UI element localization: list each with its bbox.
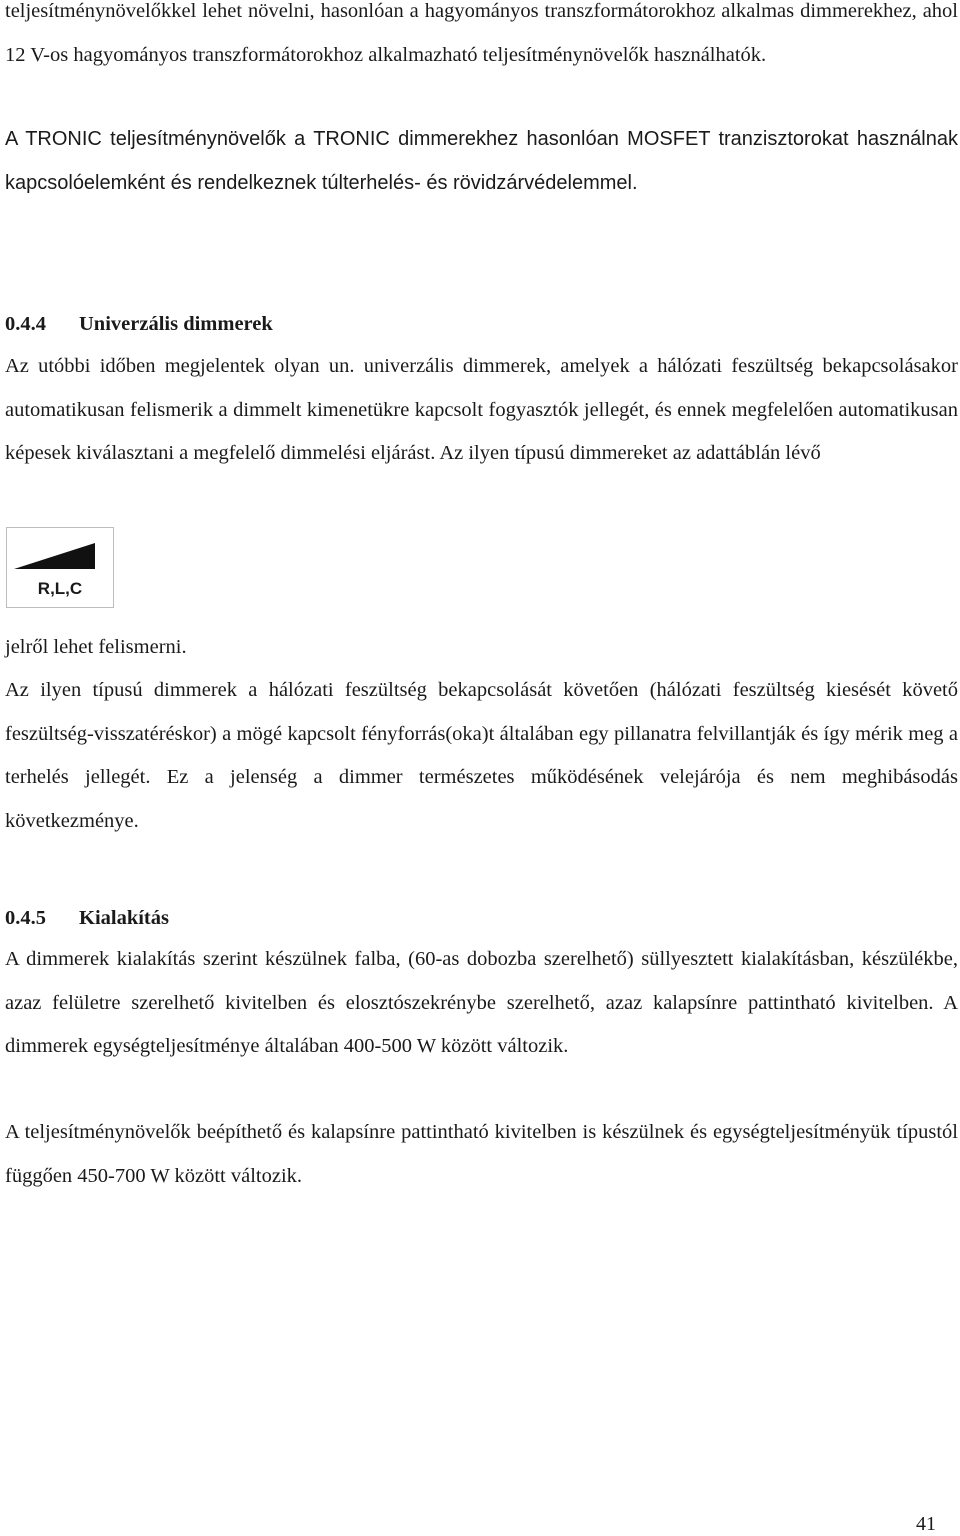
section-title: Univerzális dimmerek [79, 313, 273, 335]
flash-behavior-paragraph: Az ilyen típusú dimmerek a hálózati feszültség bekapcsolását követően (hálózati feszültség kiesését követő feszültség-visszatéréskor) a mögé kapcsolt fényforrás(oka)t általában egy pillanatra felvillantják és így mérik meg a terhelés jellegét. Ez a jelenség a dimmer természetes működésének velejárója és nem meghibásodás következménye. [5, 679, 958, 832]
section-number: 0.4.5 [5, 907, 46, 929]
tronic-paragraph: A TRONIC teljesítménynövelők a TRONIC dimmerekhez hasonlóan MOSFET tranzisztorokat használnak kapcsolóelemként és rendelkeznek túlterhelés- és rövidzárvédelemmel. [5, 128, 958, 194]
boosters-paragraph: A teljesítménynövelők beépíthető és kalapsínre pattintható kivitelben is készülnek és egységteljesítményük típustól függően 450-700 W között változik. [5, 1121, 958, 1187]
universal-dimmer-symbol [6, 527, 114, 608]
symbol-label: R,L,C [37, 579, 83, 598]
intro-paragraph: teljesítménynövelőkkel lehet növelni, hasonlóan a hagyományos transzformátorokhoz alkalmas dimmerekhez, ahol 12 V-os hagyományos transzformátorokhoz alkalmazható teljesítménynövelők használhatók. [5, 0, 958, 66]
page-number: 41 [916, 1513, 936, 1535]
section-heading-universal-dimmers [5, 310, 273, 338]
section-title: Kialakítás [79, 907, 169, 929]
symbol-caption-paragraph: jelről lehet felismerni. [5, 636, 187, 658]
section-heading-design [5, 904, 169, 932]
design-paragraph: A dimmerek kialakítás szerint készülnek falba, (60-as dobozba szerelhető) süllyesztett kialakításban, készülékbe, azaz felületre szerelhető kivitelben és elosztószekrénybe szerelhető, azaz kalapsínre pattintható kivitelben. A dimmerek egységteljesítménye általában 400-500 W között változik. [5, 948, 958, 1057]
section-number: 0.4.4 [5, 313, 46, 335]
universal-dimmers-paragraph: Az utóbbi időben megjelentek olyan un. univerzális dimmerek, amelyek a hálózati feszültség bekapcsolásakor automatikusan felismerik a dimmelt kimenetükre kapcsolt fogyasztók jellegét, és ennek megfelelően automatikusan képesek kiválasztani a megfelelő dimmelési eljárást. Az ilyen típusú dimmereket az adattáblán lévő [5, 355, 958, 464]
